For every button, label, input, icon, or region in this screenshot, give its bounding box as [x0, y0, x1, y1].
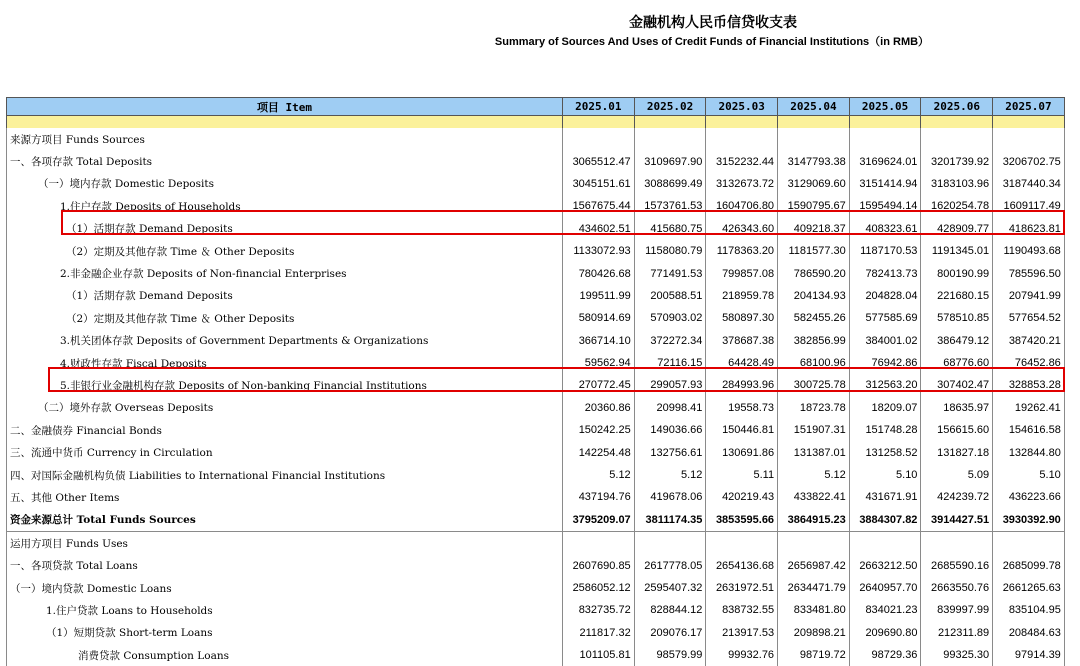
- period-column-header: 2025.02: [634, 98, 706, 116]
- period-column-header: 2025.06: [921, 98, 993, 116]
- period-column-header: 2025.03: [706, 98, 778, 116]
- row-label: 5.非银行业金融机构存款 Deposits of Non-banking Financial Institutions: [7, 374, 563, 396]
- value-cell: 418623.81: [993, 218, 1065, 240]
- value-cell: 208484.63: [993, 622, 1065, 644]
- value-cell: 213917.53: [706, 622, 778, 644]
- table-row: [7, 599, 1065, 621]
- value-cell: 384001.02: [849, 330, 921, 352]
- row-label: （2）定期及其他存款 Time ＆ Other Deposits: [7, 240, 563, 262]
- table-row: [7, 532, 1065, 555]
- value-cell: 3129069.60: [778, 173, 850, 195]
- table-row: [7, 622, 1065, 644]
- value-cell: 382856.99: [778, 330, 850, 352]
- value-cell: 378687.38: [706, 330, 778, 352]
- value-cell: 580914.69: [563, 307, 635, 329]
- value-cell: 3045151.61: [563, 173, 635, 195]
- value-cell: 1178363.20: [706, 240, 778, 262]
- value-cell: 835104.95: [993, 599, 1065, 621]
- value-cell: 1604706.80: [706, 195, 778, 217]
- value-cell: 156615.60: [921, 419, 993, 441]
- value-cell: 76452.86: [993, 352, 1065, 374]
- value-cell: 154616.58: [993, 419, 1065, 441]
- value-cell: 1567675.44: [563, 195, 635, 217]
- value-cell: 300725.78: [778, 374, 850, 396]
- value-cell: 1191345.01: [921, 240, 993, 262]
- table-row: [7, 509, 1065, 532]
- row-label: （1）活期存款 Demand Deposits: [7, 218, 563, 240]
- value-cell: 570903.02: [634, 307, 706, 329]
- period-column-header: 2025.05: [849, 98, 921, 116]
- value-cell: 3864915.23: [778, 509, 850, 532]
- value-cell: 839997.99: [921, 599, 993, 621]
- value-cell: 387420.21: [993, 330, 1065, 352]
- value-cell: 101105.81: [563, 644, 635, 666]
- value-cell: 2654136.68: [706, 554, 778, 576]
- value-cell: 3206702.75: [993, 150, 1065, 172]
- value-cell: 209076.17: [634, 622, 706, 644]
- value-cell: 437194.76: [563, 486, 635, 508]
- value-cell: [563, 128, 635, 150]
- value-cell: 2586052.12: [563, 577, 635, 599]
- value-cell: 832735.72: [563, 599, 635, 621]
- value-cell: 2640957.70: [849, 577, 921, 599]
- value-cell: 3884307.82: [849, 509, 921, 532]
- value-cell: 2663212.50: [849, 554, 921, 576]
- table-row: [7, 173, 1065, 195]
- value-cell: 131387.01: [778, 441, 850, 463]
- row-label: （1）活期存款 Demand Deposits: [7, 285, 563, 307]
- value-cell: 211817.32: [563, 622, 635, 644]
- row-label: 资金来源总计 Total Funds Sources: [7, 509, 563, 532]
- value-cell: [849, 532, 921, 555]
- value-cell: 1595494.14: [849, 195, 921, 217]
- value-cell: 1133072.93: [563, 240, 635, 262]
- value-cell: 1181577.30: [778, 240, 850, 262]
- table-row: [7, 419, 1065, 441]
- row-label: 一、各项存款 Total Deposits: [7, 150, 563, 172]
- value-cell: 209690.80: [849, 622, 921, 644]
- table-row: [7, 374, 1065, 396]
- value-cell: 20360.86: [563, 397, 635, 419]
- value-cell: 5.12: [634, 464, 706, 486]
- value-cell: 3088699.49: [634, 173, 706, 195]
- value-cell: 132756.61: [634, 441, 706, 463]
- value-cell: 307402.47: [921, 374, 993, 396]
- value-cell: 3183103.96: [921, 173, 993, 195]
- value-cell: 212311.89: [921, 622, 993, 644]
- table-row: [7, 577, 1065, 599]
- value-cell: 3169624.01: [849, 150, 921, 172]
- value-cell: 3201739.92: [921, 150, 993, 172]
- table-row: [7, 150, 1065, 172]
- value-cell: 209898.21: [778, 622, 850, 644]
- value-cell: 18209.07: [849, 397, 921, 419]
- row-label: （1）短期贷款 Short-term Loans: [7, 622, 563, 644]
- table-row: [7, 464, 1065, 486]
- table-row: [7, 195, 1065, 217]
- row-label: 三、流通中货币 Currency in Circulation: [7, 441, 563, 463]
- value-cell: 3795209.07: [563, 509, 635, 532]
- value-cell: 372272.34: [634, 330, 706, 352]
- period-column-header: 2025.07: [993, 98, 1065, 116]
- value-cell: 149036.66: [634, 419, 706, 441]
- value-cell: 800190.99: [921, 262, 993, 284]
- table-row: [7, 554, 1065, 576]
- value-cell: 2607690.85: [563, 554, 635, 576]
- value-cell: 3914427.51: [921, 509, 993, 532]
- value-cell: 221680.15: [921, 285, 993, 307]
- credit-funds-table: [6, 97, 1065, 666]
- value-cell: 419678.06: [634, 486, 706, 508]
- page-title: 金融机构人民币信贷收支表: [629, 15, 797, 31]
- value-cell: 5.10: [993, 464, 1065, 486]
- value-cell: 3853595.66: [706, 509, 778, 532]
- row-label: 运用方项目 Funds Uses: [7, 532, 563, 555]
- value-cell: 1190493.68: [993, 240, 1065, 262]
- value-cell: 3147793.38: [778, 150, 850, 172]
- row-label: （一）境内存款 Domestic Deposits: [7, 173, 563, 195]
- row-label: 二、金融债券 Financial Bonds: [7, 419, 563, 441]
- value-cell: 131258.52: [849, 441, 921, 463]
- value-cell: 833481.80: [778, 599, 850, 621]
- value-cell: 200588.51: [634, 285, 706, 307]
- header-band: [7, 116, 1065, 129]
- value-cell: 2617778.05: [634, 554, 706, 576]
- value-cell: 131827.18: [921, 441, 993, 463]
- period-column-header: 2025.04: [778, 98, 850, 116]
- row-label: （一）境内贷款 Domestic Loans: [7, 577, 563, 599]
- value-cell: 99932.76: [706, 644, 778, 666]
- value-cell: [563, 532, 635, 555]
- value-cell: 204828.04: [849, 285, 921, 307]
- value-cell: 838732.55: [706, 599, 778, 621]
- value-cell: 150446.81: [706, 419, 778, 441]
- table-row: [7, 262, 1065, 284]
- row-label: 来源方项目 Funds Sources: [7, 128, 563, 150]
- value-cell: 97914.39: [993, 644, 1065, 666]
- value-cell: 19262.41: [993, 397, 1065, 419]
- value-cell: 5.10: [849, 464, 921, 486]
- value-cell: 68100.96: [778, 352, 850, 374]
- item-column-header: 项目 Item: [7, 98, 563, 116]
- value-cell: 3152232.44: [706, 150, 778, 172]
- value-cell: 366714.10: [563, 330, 635, 352]
- value-cell: 1573761.53: [634, 195, 706, 217]
- row-label: 3.机关团体存款 Deposits of Government Departments & Organizations: [7, 330, 563, 352]
- value-cell: 98729.36: [849, 644, 921, 666]
- value-cell: 426343.60: [706, 218, 778, 240]
- value-cell: [706, 128, 778, 150]
- value-cell: 786590.20: [778, 262, 850, 284]
- value-cell: 98719.72: [778, 644, 850, 666]
- value-cell: [778, 128, 850, 150]
- value-cell: 408323.61: [849, 218, 921, 240]
- value-cell: 386479.12: [921, 330, 993, 352]
- value-cell: 577654.52: [993, 307, 1065, 329]
- value-cell: 2634471.79: [778, 577, 850, 599]
- value-cell: 64428.49: [706, 352, 778, 374]
- value-cell: [993, 532, 1065, 555]
- value-cell: 1620254.78: [921, 195, 993, 217]
- table-row: [7, 486, 1065, 508]
- table-row: [7, 240, 1065, 262]
- value-cell: 415680.75: [634, 218, 706, 240]
- table-body: [7, 128, 1065, 666]
- value-cell: 834021.23: [849, 599, 921, 621]
- table-row: [7, 352, 1065, 374]
- value-cell: 1590795.67: [778, 195, 850, 217]
- value-cell: 151907.31: [778, 419, 850, 441]
- value-cell: 3811174.35: [634, 509, 706, 532]
- value-cell: 433822.41: [778, 486, 850, 508]
- value-cell: 19558.73: [706, 397, 778, 419]
- value-cell: [634, 532, 706, 555]
- value-cell: 1158080.79: [634, 240, 706, 262]
- value-cell: 5.09: [921, 464, 993, 486]
- value-cell: 434602.51: [563, 218, 635, 240]
- value-cell: 582455.26: [778, 307, 850, 329]
- value-cell: 771491.53: [634, 262, 706, 284]
- value-cell: 2631972.51: [706, 577, 778, 599]
- value-cell: 76942.86: [849, 352, 921, 374]
- value-cell: 312563.20: [849, 374, 921, 396]
- value-cell: 20998.41: [634, 397, 706, 419]
- value-cell: 409218.37: [778, 218, 850, 240]
- value-cell: 3187440.34: [993, 173, 1065, 195]
- row-label: 2.非金融企业存款 Deposits of Non-financial Enterprises: [7, 262, 563, 284]
- value-cell: 1187170.53: [849, 240, 921, 262]
- value-cell: 5.12: [778, 464, 850, 486]
- value-cell: 130691.86: [706, 441, 778, 463]
- value-cell: 2661265.63: [993, 577, 1065, 599]
- value-cell: 428909.77: [921, 218, 993, 240]
- table-header-row: [7, 98, 1065, 116]
- value-cell: 577585.69: [849, 307, 921, 329]
- value-cell: [634, 128, 706, 150]
- value-cell: 3151414.94: [849, 173, 921, 195]
- value-cell: 132844.80: [993, 441, 1065, 463]
- value-cell: 785596.50: [993, 262, 1065, 284]
- row-label: 四、对国际金融机构负债 Liabilities to International Financial Institutions: [7, 464, 563, 486]
- table-row: [7, 285, 1065, 307]
- value-cell: [993, 128, 1065, 150]
- row-label: （2）定期及其他存款 Time ＆ Other Deposits: [7, 307, 563, 329]
- value-cell: 328853.28: [993, 374, 1065, 396]
- table-row: [7, 128, 1065, 150]
- value-cell: 782413.73: [849, 262, 921, 284]
- value-cell: 3109697.90: [634, 150, 706, 172]
- value-cell: 5.12: [563, 464, 635, 486]
- value-cell: [706, 532, 778, 555]
- row-label: 五、其他 Other Items: [7, 486, 563, 508]
- value-cell: 1609117.49: [993, 195, 1065, 217]
- value-cell: [921, 128, 993, 150]
- value-cell: 2595407.32: [634, 577, 706, 599]
- value-cell: 5.11: [706, 464, 778, 486]
- value-cell: 2685590.16: [921, 554, 993, 576]
- period-column-header: 2025.01: [563, 98, 635, 116]
- value-cell: 72116.15: [634, 352, 706, 374]
- value-cell: 18635.97: [921, 397, 993, 419]
- table-row: [7, 441, 1065, 463]
- page-subtitle: Summary of Sources And Uses of Credit Funds of Financial Institutions（in RMB）: [494, 36, 930, 48]
- value-cell: 284993.96: [706, 374, 778, 396]
- value-cell: 431671.91: [849, 486, 921, 508]
- value-cell: 3930392.90: [993, 509, 1065, 532]
- value-cell: 780426.68: [563, 262, 635, 284]
- row-label: 1.住户存款 Deposits of Households: [7, 195, 563, 217]
- value-cell: 299057.93: [634, 374, 706, 396]
- value-cell: 151748.28: [849, 419, 921, 441]
- row-label: 一、各项贷款 Total Loans: [7, 554, 563, 576]
- value-cell: 578510.85: [921, 307, 993, 329]
- value-cell: 3132673.72: [706, 173, 778, 195]
- value-cell: 799857.08: [706, 262, 778, 284]
- value-cell: 59562.94: [563, 352, 635, 374]
- row-label: 4.财政性存款 Fiscal Deposits: [7, 352, 563, 374]
- table-row: [7, 644, 1065, 666]
- value-cell: 2656987.42: [778, 554, 850, 576]
- value-cell: 3065512.47: [563, 150, 635, 172]
- value-cell: 204134.93: [778, 285, 850, 307]
- value-cell: 68776.60: [921, 352, 993, 374]
- value-cell: 828844.12: [634, 599, 706, 621]
- value-cell: 436223.66: [993, 486, 1065, 508]
- value-cell: 18723.78: [778, 397, 850, 419]
- row-label: 消费贷款 Consumption Loans: [7, 644, 563, 666]
- table-row: [7, 307, 1065, 329]
- row-label: 1.住户贷款 Loans to Households: [7, 599, 563, 621]
- value-cell: [778, 532, 850, 555]
- value-cell: [921, 532, 993, 555]
- value-cell: 2685099.78: [993, 554, 1065, 576]
- table-row: [7, 330, 1065, 352]
- value-cell: 420219.43: [706, 486, 778, 508]
- value-cell: 150242.25: [563, 419, 635, 441]
- value-cell: 142254.48: [563, 441, 635, 463]
- value-cell: 218959.78: [706, 285, 778, 307]
- table-row: [7, 218, 1065, 240]
- value-cell: 199511.99: [563, 285, 635, 307]
- row-label: （二）境外存款 Overseas Deposits: [7, 397, 563, 419]
- value-cell: 580897.30: [706, 307, 778, 329]
- value-cell: 270772.45: [563, 374, 635, 396]
- value-cell: 2663550.76: [921, 577, 993, 599]
- value-cell: 99325.30: [921, 644, 993, 666]
- value-cell: 424239.72: [921, 486, 993, 508]
- value-cell: 98579.99: [634, 644, 706, 666]
- value-cell: 207941.99: [993, 285, 1065, 307]
- value-cell: [849, 128, 921, 150]
- table-row: [7, 397, 1065, 419]
